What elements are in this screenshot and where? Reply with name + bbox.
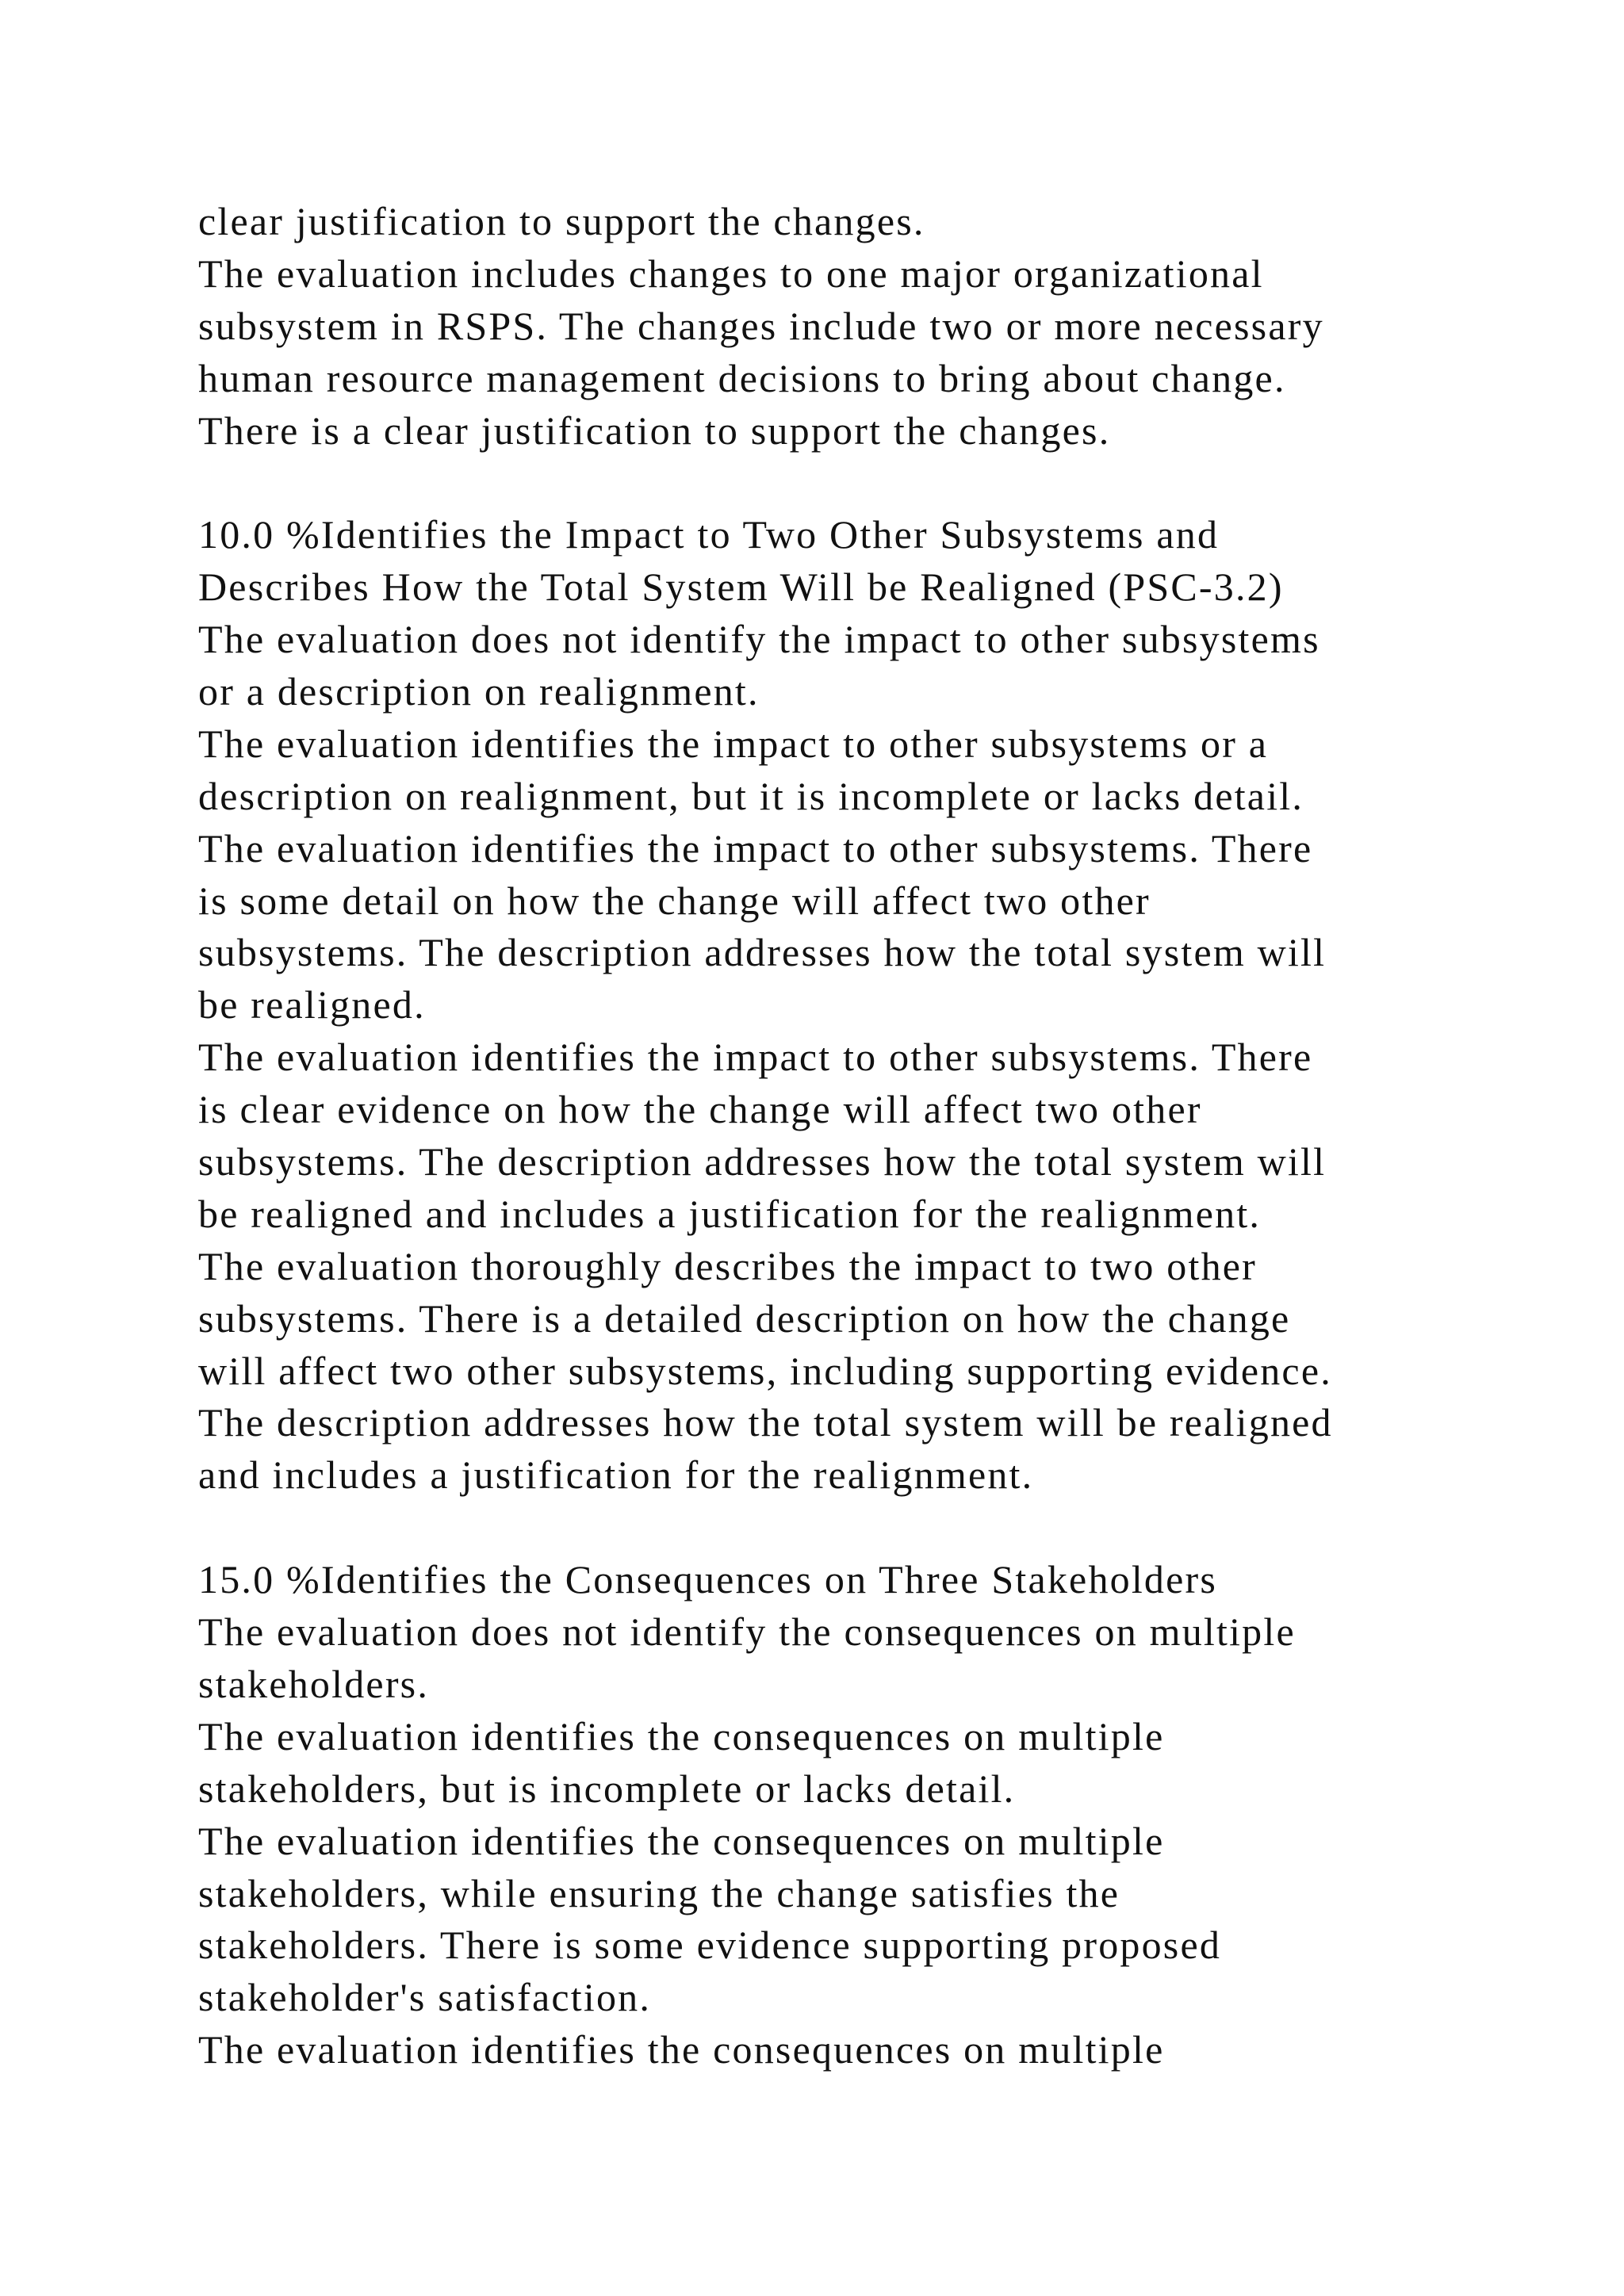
text-line: The evaluation identifies the impact to other subsystems or a bbox=[198, 721, 1269, 766]
text-line: stakeholders, but is incomplete or lacks detail. bbox=[198, 1766, 1016, 1811]
text-line: subsystem in RSPS. The changes include two or more necessary bbox=[198, 303, 1324, 348]
text-line: The evaluation identifies the consequences on multiple bbox=[198, 1818, 1165, 1863]
text-line: The evaluation identifies the consequences on multiple bbox=[198, 2027, 1165, 2072]
document-body bbox=[198, 196, 1546, 2076]
blank-line bbox=[198, 457, 1546, 509]
text-line: stakeholders, while ensuring the change satisfies the bbox=[198, 1870, 1120, 1915]
text-line: human resource management decisions to bring about change. bbox=[198, 355, 1286, 400]
text-line: The evaluation does not identify the impact to other subsystems bbox=[198, 617, 1320, 662]
text-line: be realigned and includes a justification for the realignment. bbox=[198, 1191, 1262, 1236]
text-line: The evaluation does not identify the consequences on multiple bbox=[198, 1609, 1296, 1655]
text-line: The evaluation identifies the impact to other subsystems. There bbox=[198, 1035, 1313, 1080]
text-line: subsystems. The description addresses how the total system will bbox=[198, 1139, 1327, 1184]
section-heading: 10.0 %Identifies the Impact to Two Other Subsystems and bbox=[198, 512, 1220, 557]
text-line: description on realignment, but it is incomplete or lacks detail. bbox=[198, 773, 1304, 818]
text-line: The evaluation identifies the impact to other subsystems. There bbox=[198, 825, 1313, 871]
text-line: stakeholders. There is some evidence supporting proposed bbox=[198, 1923, 1222, 1968]
section-heading: 15.0 %Identifies the Consequences on Three Stakeholders bbox=[198, 1557, 1218, 1602]
text-line: is clear evidence on how the change will affect two other bbox=[198, 1087, 1202, 1132]
text-line: or a description on realignment. bbox=[198, 669, 760, 714]
text-line: subsystems. The description addresses how the total system will bbox=[198, 930, 1327, 975]
text-line: The evaluation identifies the consequences on multiple bbox=[198, 1713, 1165, 1758]
text-line: subsystems. There is a detailed description on how the change bbox=[198, 1295, 1291, 1341]
blank-line bbox=[198, 1502, 1546, 1554]
text-line: be realigned. bbox=[198, 982, 426, 1027]
text-line: The description addresses how the total system will be realigned bbox=[198, 1400, 1333, 1445]
text-line: The evaluation includes changes to one major organizational bbox=[198, 251, 1264, 296]
text-line: The evaluation thoroughly describes the impact to two other bbox=[198, 1243, 1258, 1288]
text-line: will affect two other subsystems, including supporting evidence. bbox=[198, 1348, 1332, 1393]
section-heading: Describes How the Total System Will be Realigned (PSC-3.2) bbox=[198, 564, 1284, 610]
text-line: stakeholders. bbox=[198, 1661, 430, 1706]
text-line: and includes a justification for the realignment. bbox=[198, 1452, 1034, 1498]
text-line: is some detail on how the change will affect two other bbox=[198, 878, 1151, 923]
text-line: stakeholder's satisfaction. bbox=[198, 1975, 652, 2020]
text-line: There is a clear justification to support the changes. bbox=[198, 408, 1111, 453]
text-line: clear justification to support the changes. bbox=[198, 199, 925, 243]
